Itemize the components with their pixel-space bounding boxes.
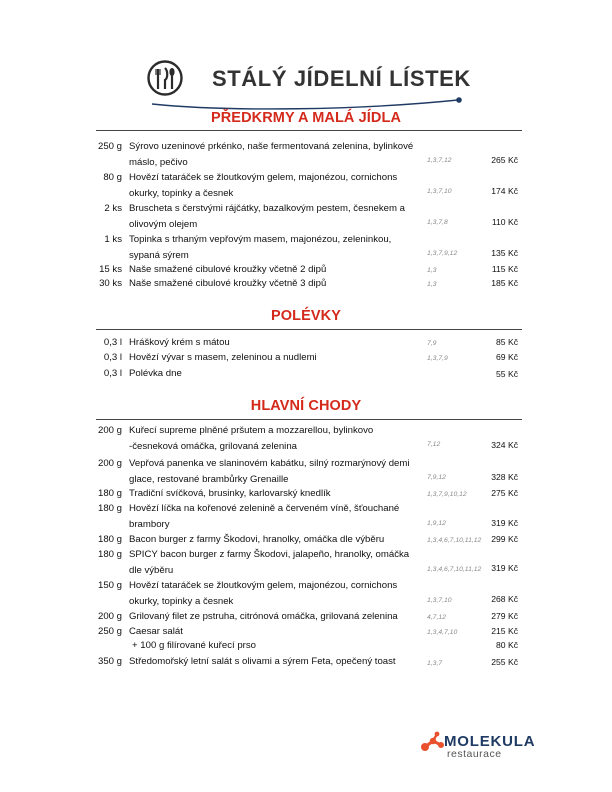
item-quantity: 0,3 l	[103, 368, 122, 379]
item-name: Vepřová panenka ve slaninovém kabátku, silný rozmarýnový demi glace, restované brambůrky Grenaille	[129, 458, 410, 485]
section-title-polevky: POLÉVKY	[271, 308, 341, 324]
item-price: 174 Kč	[491, 186, 518, 196]
item-name: Hovězí tataráček se žloutkovým gelem, majonézou, cornichons okurky, topinky a česnek	[129, 580, 398, 607]
item-allergens: 1,3,7,12	[427, 157, 452, 164]
item-quantity: 180 g	[97, 488, 122, 499]
item-allergens: 1,3,7,9	[427, 355, 448, 362]
item-quantity: 250 g	[97, 626, 122, 637]
item-name: Topinka s trhaným vepřovým masem, majonézou, zeleninkou, sypaná sýrem	[129, 234, 392, 261]
item-price: 110 Kč	[491, 217, 518, 227]
item-quantity: 200 g	[97, 458, 122, 469]
item-name: Polévka dne	[129, 368, 182, 379]
brand-name: MOLEKULA	[444, 733, 536, 750]
item-name: Hovězí líčka na kořenové zelenině a červeném víně, šťouchané brambory	[129, 503, 400, 530]
item-price: 55 Kč	[496, 369, 518, 379]
item-quantity: 180 g	[97, 503, 122, 514]
item-allergens: 1,3,7,10	[427, 597, 452, 604]
item-allergens: 7,9,12	[427, 474, 446, 481]
item-name: Sýrovo uzeninové prkénko, naše fermentovaná zelenina, bylinkové máslo, pečivo	[129, 141, 414, 168]
item-quantity: 250 g	[97, 141, 122, 152]
item-allergens: 4,7,12	[427, 614, 446, 621]
item-price: 268 Kč	[491, 594, 518, 604]
item-quantity: 30 ks	[99, 278, 122, 289]
molecule-logo-icon	[420, 731, 446, 755]
item-quantity: 1 ks	[104, 234, 122, 245]
item-price: 299 Kč	[491, 534, 518, 544]
item-allergens: 1,3,7,9,10,12	[427, 491, 467, 498]
item-quantity: 180 g	[97, 534, 122, 545]
item-price: 319 Kč	[491, 563, 518, 573]
item-price: 275 Kč	[491, 488, 518, 498]
item-quantity: 150 g	[97, 580, 122, 591]
item-allergens: 1,3,4,6,7,10,11,12	[427, 566, 482, 573]
item-price: 69 Kč	[496, 352, 518, 362]
item-price: 185 Kč	[491, 278, 518, 288]
item-price: 115 Kč	[491, 264, 518, 274]
section-title-hlavni-chody: HLAVNÍ CHODY	[250, 398, 362, 414]
item-price: 279 Kč	[491, 611, 518, 621]
item-allergens: 1,3,7	[427, 660, 443, 667]
item-allergens: 1,3,4,7,10	[427, 629, 458, 636]
item-allergens: 7,9	[427, 340, 437, 347]
item-name: Grilovaný filet ze pstruha, citrónová omáčka, grilovaná zelenina	[129, 611, 398, 622]
item-quantity: 15 ks	[99, 264, 122, 275]
item-addon: + 100 g filírované kuřecí prso	[132, 640, 256, 651]
item-allergens: 7,12	[427, 441, 441, 448]
item-name: Hráškový krém s mátou	[129, 337, 230, 348]
item-price: 265 Kč	[491, 155, 518, 165]
item-name: Kuřecí supreme plněné pršutem a mozzarellou, bylinkovo -česneková omáčka, grilovaná zelenina	[129, 425, 374, 452]
item-quantity: 180 g	[97, 549, 122, 560]
item-name: Bacon burger z farmy Škodovi, hranolky, omáčka dle výběru	[129, 534, 385, 545]
item-name: Tradiční svíčková, brusinky, karlovarský knedlík	[129, 488, 331, 499]
item-price: 85 Kč	[496, 337, 518, 347]
item-price: 255 Kč	[491, 657, 518, 667]
item-price: 319 Kč	[491, 518, 518, 528]
item-name: Bruscheta s čerstvými rájčátky, bazalkovým pestem, česnekem a olivovým olejem	[129, 203, 406, 230]
item-quantity: 200 g	[97, 425, 122, 436]
item-price: 215 Kč	[491, 626, 518, 636]
item-allergens: 1,3,4,6,7,10,11,12	[427, 537, 482, 544]
item-quantity: 80 g	[103, 172, 122, 183]
item-price: 328 Kč	[491, 472, 518, 482]
item-name: Naše smažené cibulové kroužky včetně 2 dipů	[129, 264, 327, 275]
item-name: SPICY bacon burger z farmy Škodovi, jalapeño, hranolky, omáčka dle výběru	[129, 549, 410, 576]
item-allergens: 1,3,7,9,12	[427, 250, 458, 257]
brand-subtitle: restaurace	[447, 748, 502, 760]
item-allergens: 1,3	[427, 281, 437, 288]
divider	[96, 419, 522, 420]
item-quantity: 0,3 l	[103, 337, 122, 348]
page-title: STÁLÝ JÍDELNÍ LÍSTEK	[212, 66, 471, 91]
item-quantity: 0,3 l	[103, 352, 122, 363]
item-allergens: 1,3	[427, 267, 437, 274]
section-title-predkrmy: PŘEDKRMY A MALÁ JÍDLA	[210, 110, 402, 126]
item-name: Naše smažené cibulové kroužky včetně 3 dipů	[129, 278, 327, 289]
menu-header	[0, 0, 612, 110]
item-price: 324 Kč	[491, 440, 518, 450]
item-addon-price: 80 Kč	[496, 640, 518, 650]
item-quantity: 2 ks	[104, 203, 122, 214]
item-allergens: 1,3,7,10	[427, 188, 452, 195]
item-name: Hovězí vývar s masem, zeleninou a nudlemi	[129, 352, 317, 363]
item-allergens: 1,9,12	[427, 520, 446, 527]
divider	[96, 329, 522, 330]
divider	[96, 130, 522, 131]
item-quantity: 200 g	[97, 611, 122, 622]
item-allergens: 1,3,7,8	[427, 219, 448, 226]
item-name: Středomořský letní salát s olivami a sýrem Feta, opečený toast	[129, 656, 396, 667]
item-name: Caesar salát	[129, 626, 183, 637]
item-quantity: 350 g	[97, 656, 122, 667]
item-name: Hovězí tataráček se žloutkovým gelem, majonézou, cornichons okurky, topinky a česnek	[129, 172, 398, 199]
item-price: 135 Kč	[491, 248, 518, 258]
